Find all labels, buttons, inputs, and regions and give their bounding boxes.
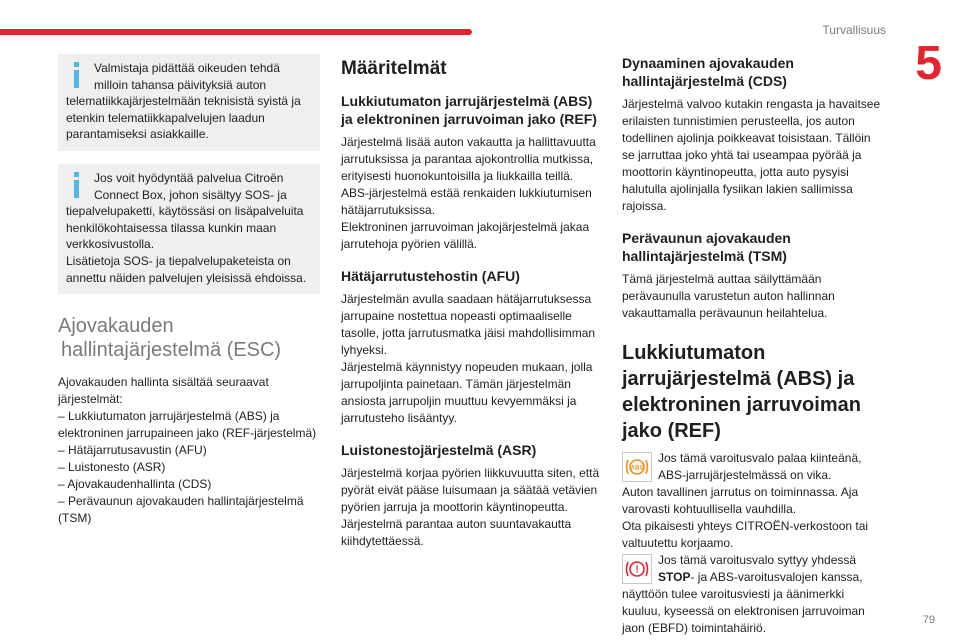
warning-brake <box>622 552 884 637</box>
heading-tsm: Perävaunun ajovakauden hallintajärjestelmä (TSM) <box>622 230 791 264</box>
heading-definitions: Määritelmät <box>341 58 447 79</box>
brake-warning-icon <box>622 554 652 584</box>
list-item: – Lukkiutumaton jarrujärjestelmä (ABS) ja elektroninen jarrupaineen jako (REF-järjestelmä) <box>58 409 317 441</box>
heading-asr: Luistonestojärjestelmä (ASR) <box>341 442 537 458</box>
heading-abs-ref-warnings: Lukkiutumaton jarrujärjestelmä (ABS) ja elektroninen jarruvoiman jako (REF) <box>622 342 861 442</box>
paragraph: Järjestelmä lisää auton vakautta ja hallittavuutta jarrutuksissa ja parantaa ajokontrollia mutkissa, erityisesti huonokuntoisilla ja liukkailla teillä. <box>341 135 596 183</box>
top-accent-bar <box>0 29 472 35</box>
paragraph: Elektroninen jarruvoiman jakojärjestelmä jakaa jarrutehoja pyörien välillä. <box>341 220 590 251</box>
info-icon <box>66 62 88 88</box>
heading-abs-ref: Lukkiutumaton jarrujärjestelmä (ABS) ja elektroninen jarruvoiman jako (REF) <box>341 93 597 127</box>
paragraph: Järjestelmän avulla saadaan hätäjarrutuksessa jarrupaine nostettua nopeasti optimaaliselle tasolle, jotta jarrutusmatka jäisi mahdollisimman lyhyeksi. <box>341 292 596 357</box>
column-middle <box>341 54 603 550</box>
page-number: 79 <box>922 614 935 626</box>
paragraph: Järjestelmä valvoo kutakin rengasta ja havaitsee erilaisten tunnistimien perusteella, jos auton todellinen ajolinja poikkeavat toisistaan. Tällöin se jarruttaa joko yhtä tai useampaa pyörää ja moottorin käyntinopeutta, jotta auto pysyisi halutulla ajolinjalla fysiikan lakien sallimissa rajoissa. <box>622 97 881 213</box>
heading-afu: Hätäjarrutustehostin (AFU) <box>341 268 520 284</box>
heading-line: hallintajärjestelmä (ESC) <box>61 339 282 362</box>
list-item: – Perävaunun ajovakauden hallintajärjestelmä (TSM) <box>58 494 304 526</box>
info-box-connect <box>58 164 320 294</box>
list-item: – Ajovakaudenhallinta (CDS) <box>58 477 212 492</box>
chapter-number: 5 <box>915 37 942 90</box>
heading-cds: Dynaaminen ajovakauden hallintajärjestelmä (CDS) <box>622 55 794 89</box>
paragraph: Jos tämä varoitusvalo palaa kiinteänä, ABS-jarrujärjestelmässä on vika. <box>658 451 862 482</box>
intro-text: Ajovakauden hallinta sisältää seuraavat järjestelmät: <box>58 375 269 407</box>
warning-abs <box>622 450 884 552</box>
paragraph: Tämä järjestelmä auttaa säilyttämään perävaunulla varustetun auton hallinnan vakauttamalla perävaunun heilahtelua. <box>622 272 835 320</box>
paragraph: ABS-järjestelmä estää renkaiden lukkiutumisen hätäjarrutuksissa. <box>341 186 592 217</box>
list-item: – Hätäjarrutusavustin (AFU) <box>58 443 207 458</box>
section-heading-esc <box>58 314 320 362</box>
abs-warning-icon <box>622 452 652 482</box>
paragraph: Järjestelmä käynnistyy nopeuden mukaan, jolla jarrupoljinta painetaan. Tämän järjestelmän ansiosta jarrupoljin muuttuu kevyemmäksi ja jarrutusteho lisääntyy. <box>341 360 593 425</box>
paragraph-part: Jos tämä varoitusvalo syttyy yhdessä <box>658 553 857 567</box>
paragraph: Järjestelmä parantaa auton suuntavakautta kiihdytettäessä. <box>341 517 572 548</box>
stop-label: STOP <box>658 570 691 584</box>
info-text: Valmistaja pidättää oikeuden tehdä milloin tahansa päivityksiä auton telematiikkajärjestelmään teknisistä syistä ja etenkin telematiikkapalvelujen laadun parantamiseksi asiakkaille. <box>66 61 301 142</box>
abs-icon-label: ABS <box>630 465 644 472</box>
paragraph-part: - ja ABS-varoitusvalojen kanssa, näyttöön tulee varoitusviesti ja äänimerkki kuuluu, kyseessä on elektronisen jarruvoiman jaon (EBFD) toimintahäiriö. <box>622 570 865 635</box>
paragraph: Auton tavallinen jarrutus on toiminnassa. Aja varovasti kohtuullisella vauhdilla. <box>622 485 859 516</box>
section-title: Turvallisuus <box>822 23 886 37</box>
info-box-update <box>58 54 320 151</box>
info-icon <box>66 172 88 198</box>
paragraph <box>622 552 884 637</box>
info-text: Lisätietoja SOS- ja tiepalvelupaketeista on annettu näiden palvelujen yleisissä ehdoissa. <box>66 253 307 285</box>
column-right <box>622 54 884 637</box>
list-item: – Luistonesto (ASR) <box>58 460 166 475</box>
column-left <box>58 54 320 527</box>
paragraph: Järjestelmä korjaa pyörien liikkuvuutta siten, että pyörät eivät pääse luisumaan ja säätää vetävien pyörien jarruja ja moottorin käyntinopeutta. <box>341 466 600 514</box>
brake-icon-mark: ! <box>635 564 639 576</box>
heading-line: Ajovakauden <box>58 315 174 338</box>
info-text: Jos voit hyödyntää palvelua Citroën Connect Box, johon sisältyy SOS- ja tiepalvelupaketti, käytössäsi on lisäpalveluita henkilökohtaisessa tilassa kunkin maan verkkosivustolla. <box>66 170 304 252</box>
paragraph: Ota pikaisesti yhteys CITROËN-verkostoon tai valtuutettu korjaamo. <box>622 519 869 550</box>
